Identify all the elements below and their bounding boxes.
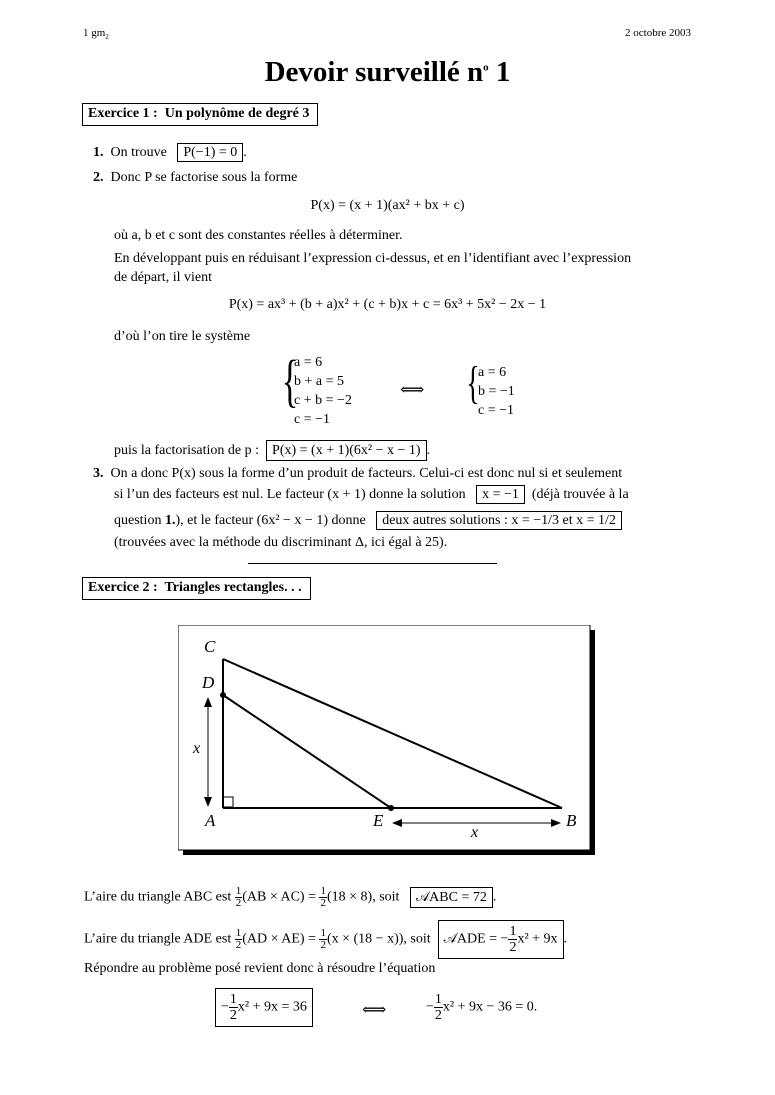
separator-rule: [248, 563, 497, 564]
q3-line-3: question 1.), et le facteur (6x² − x − 1) donne deux autres solutions : x = −1/3 et x = 1/2: [114, 513, 622, 529]
final-equation-box: − $\frac{1}{2}$ x² + 9x = 36: [215, 988, 313, 1027]
equation-expanded: P(x) = ax³ + (b + a)x² + (c + b)x + c = 6x³ + 5x² − 2x − 1: [228, 297, 547, 312]
q2-line: 2. Donc P se factorise sous la forme: [93, 170, 298, 185]
label-C: C: [204, 637, 216, 656]
triangle-diagram: [178, 625, 595, 855]
right-brace: {: [466, 357, 480, 408]
area-abc-box: 𝒜ABC = 72: [410, 887, 493, 908]
area-ade-line: L’aire du triangle ADE est $\frac{1}{2}$ (AD × AE) = $\frac{1}{2}$ (x × (18 − x)), soit 𝒜ADE = − $\frac{1}{2}$ x² + 9x .: [84, 920, 567, 959]
system-right: a = 6 b = −1 c = −1: [478, 365, 515, 418]
equivalence-symbol: ⟺: [400, 380, 425, 399]
label-D: D: [202, 673, 215, 692]
header-class: 1 $gm_2$: [83, 27, 109, 42]
develop-line-1: En développant puis en réduisant l’expression ci-dessus, et en l’identifiant avec l’expression: [114, 251, 632, 266]
final-equivalence: ⟺: [362, 1000, 387, 1019]
equation-intro: Répondre au problème posé revient donc à résoudre l’équation: [84, 961, 436, 976]
q3-line-2: si l’un des facteurs est nul. Le facteur (x + 1) donne la solution x = −1 (déjà trouvée à la: [114, 487, 629, 502]
develop-line-2: de départ, il vient: [114, 270, 212, 285]
label-x-vertical: x: [193, 740, 201, 757]
final-equation-right: − $\frac{1}{2}$ x² + 9x − 36 = 0.: [426, 992, 538, 1023]
where-text: où a, b et c sont des constantes réelles à déterminer.: [114, 228, 403, 243]
system-left: a = 6 b + a = 5 c + b = −2 c = −1: [294, 355, 352, 427]
label-B: B: [566, 811, 577, 830]
q1-line: 1. On trouve P(−1) = 0 .: [93, 145, 247, 160]
label-E: E: [373, 811, 384, 830]
triangle-figure: [178, 625, 595, 855]
solution-box-1: x = −1: [476, 485, 525, 504]
area-ade-box: 𝒜ADE = − $\frac{1}{2}$ x² + 9x: [438, 920, 564, 959]
q1-answer-box: P(−1) = 0: [177, 143, 243, 162]
label-A: A: [205, 811, 216, 830]
q3-line-1: 3. On a donc P(x) sous la forme d’un produit de facteurs. Celui-ci est donc nul si et seulement: [93, 466, 623, 481]
system-intro: d’où l’on tire le système: [114, 329, 251, 344]
factorisation-line: puis la factorisation de p : P(x) = (x + 1)(6x² − x − 1) .: [114, 443, 430, 459]
exercise-2-heading: Exercice 2 : Triangles rectangles. . .: [82, 577, 311, 600]
factorisation-box: P(x) = (x + 1)(6x² − x − 1): [266, 440, 427, 461]
exercise-1-heading: Exercice 1 : Un polynôme de degré 3: [82, 103, 318, 126]
left-brace: {: [281, 348, 299, 413]
solution-box-2: deux autres solutions : x = −1/3 et x = 1/2: [376, 511, 622, 530]
q3-line-4: (trouvées avec la méthode du discriminant Δ, ici égal à 25).: [114, 535, 448, 550]
area-abc-line: L’aire du triangle ABC est $\frac{1}{2}$ (AB × AC) = $\frac{1}{2}$ (18 × 8), soit 𝒜ABC = 72 .: [84, 885, 497, 909]
label-x-horizontal: x: [471, 824, 479, 841]
header-date: 2 octobre 2003: [625, 27, 691, 39]
page-title: Devoir surveillé $n^o$ 1: [264, 56, 511, 88]
equation-factor-form: P(x) = (x + 1)(ax² + bx + c): [310, 198, 465, 213]
